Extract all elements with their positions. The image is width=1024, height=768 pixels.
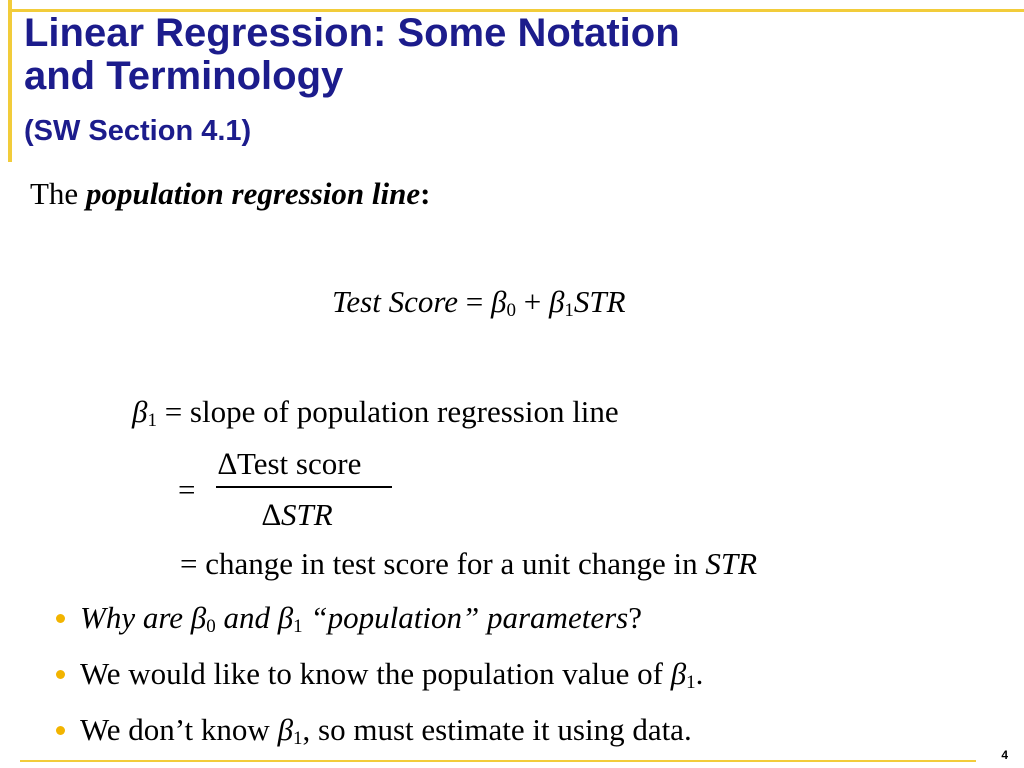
change-text: = change in test score for a unit change in (180, 546, 706, 581)
bullet-2-part-2: . (695, 656, 704, 691)
denominator-delta: ∆ (262, 497, 281, 532)
bullet-2-beta-1-subscript: 1 (686, 672, 696, 693)
bullet-1-beta-0-subscript: 0 (206, 616, 216, 637)
slope-definition (132, 394, 619, 439)
equation-beta-0-subscript: 0 (506, 300, 516, 321)
bullet-1-beta-0: β (190, 600, 207, 635)
slope-text: = slope of population regression line (156, 394, 619, 429)
frame-bottom-rule (20, 760, 976, 762)
bullet-1-beta-1-subscript: 1 (293, 616, 303, 637)
regression-equation (332, 284, 626, 329)
bullet-2-beta-1: β (670, 656, 687, 691)
bullet-1-beta-1: β (277, 600, 294, 635)
equation-plus: + (515, 284, 549, 319)
bullet-1-part-2: and (215, 600, 278, 635)
equation-lhs: Test Score (332, 284, 459, 319)
change-str: STR (705, 546, 758, 581)
bullet-1-question-mark: ? (628, 600, 642, 635)
bullet-2-part-1: We would like to know the population value of (80, 656, 671, 691)
bullet-item-3 (80, 712, 692, 757)
bullet-item-1 (80, 600, 642, 645)
denominator-str: STR (280, 497, 333, 532)
slide-title-line-2: and Terminology (24, 54, 344, 98)
bullet-3-part-1: We don’t know (80, 712, 278, 747)
bullet-dot-1 (56, 614, 65, 623)
bullet-3-beta-1-subscript: 1 (293, 728, 303, 749)
equation-beta-0: β (491, 284, 507, 319)
bullet-dot-2 (56, 670, 65, 679)
page-number: 4 (1001, 748, 1008, 762)
fraction-denominator (262, 497, 333, 533)
equation-str: STR (573, 284, 626, 319)
bullet-3-beta-1: β (277, 712, 294, 747)
slope-beta-1-subscript: 1 (147, 410, 157, 431)
fraction-equals: = (178, 472, 196, 507)
change-definition (180, 546, 757, 582)
bullet-item-2 (80, 656, 703, 701)
slide-subtitle: (SW Section 4.1) (24, 115, 252, 147)
intro-prefix: The (30, 176, 86, 211)
fraction-numerator: ∆Test score (218, 446, 362, 481)
bullet-3-part-2: , so must estimate it using data. (302, 712, 692, 747)
slide-title (24, 12, 680, 98)
intro-line (30, 176, 430, 212)
equation-equals: = (458, 284, 491, 319)
slope-beta-1: β (132, 394, 148, 429)
bullet-dot-3 (56, 726, 65, 735)
frame-left-rule (8, 0, 12, 162)
bullet-1-part-1: Why are (80, 600, 191, 635)
equation-beta-1-subscript: 1 (564, 300, 574, 321)
intro-colon: : (420, 176, 431, 211)
equation-beta-1: β (548, 284, 565, 319)
bullet-1-part-3: “population” parameters (302, 600, 629, 635)
intro-emphasis: population regression line (85, 176, 421, 211)
slide-title-line-1: Linear Regression: Some Notation (24, 11, 680, 55)
fraction-bar (216, 486, 392, 488)
